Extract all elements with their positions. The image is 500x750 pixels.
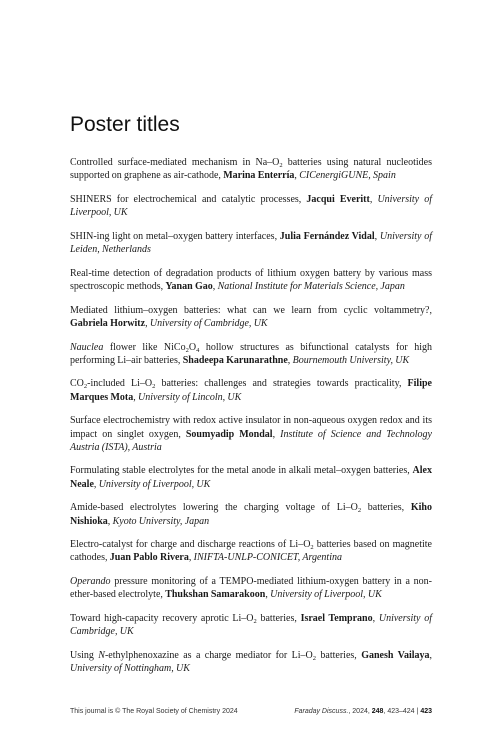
author-name: Gabriela Horwitz — [70, 317, 146, 329]
poster-entry: Mediated lithium–oxygen batteries: what can we learn from cyclic voltammetry?, Gabriela Horwitz, University of Cambridge, UK — [70, 304, 432, 329]
affiliation: University of Nottingham, UK — [70, 663, 190, 675]
journal-citation: Faraday Discuss., 2024, 248, 423–424 | 423 — [294, 708, 432, 715]
affiliation: University of Liverpool, UK — [70, 193, 432, 219]
affiliation: University of Cambridge, UK — [70, 613, 432, 638]
affiliation: Kyoto University, Japan — [112, 515, 210, 527]
poster-entry: Surface electrochemistry with redox active insulator in non-aqueous oxygen redox and its impact on singlet oxygen, Soumyadip Mondal, Institute of Science and Technology Austria (ISTA), Austria — [70, 415, 432, 453]
author-name: Filipe Marques Mota — [70, 378, 432, 403]
poster-entry: Amide-based electrolytes lowering the charging voltage of $Li-O_2$ batteries, Kiho Nishioka, Kyoto University, Japan — [70, 502, 432, 527]
affiliation: University of Leiden, Netherlands — [70, 230, 432, 256]
page-number: 423 — [420, 708, 432, 715]
affiliation: University of Cambridge, UK — [149, 317, 268, 329]
poster-entry: Toward high-capacity recovery aprotic $Li-O_2$ batteries, Israel Temprano, University of Cambridge, UK — [70, 613, 432, 638]
affiliation: University of Liverpool, UK — [98, 478, 211, 490]
poster-entry: $CO_2$-included $Li-O_2$ batteries: challenges and strategies towards practicality, Filipe Marques Mota, University of Lincoln, UK — [70, 378, 432, 403]
poster-entry: Nauclea flower like $NiCo_2O_4$ hollow structures as bifunctional catalysts for high performing Li–air batteries, Shadeepa Karunarathne, Bournemouth University, UK — [70, 341, 432, 366]
poster-entry: SHIN-ing light on metal–oxygen battery interfaces, Julia Fernández Vidal, University of Leiden, Netherlands — [70, 230, 432, 256]
affiliation: National Institute for Materials Science, Japan — [217, 280, 405, 292]
author-name: Marina Enterría — [223, 170, 295, 182]
affiliation: CICenergiGUNE, Spain — [299, 170, 396, 182]
affiliation: University of Lincoln, UK — [138, 391, 242, 403]
affiliation: University of Liverpool, UK — [270, 589, 382, 601]
affiliation: Institute of Science and Technology Austria (ISTA), Austria — [70, 428, 432, 453]
author-name: Alex Neale — [70, 465, 432, 490]
poster-entry: Controlled surface-mediated mechanism in $Na-O_2$ batteries using natural nucleotides supported on graphene as air-cathode, Marina Enterría, CICenergiGUNE, Spain — [70, 157, 432, 182]
page-title: Poster titles — [70, 113, 180, 136]
author-name: Israel Temprano — [300, 613, 373, 625]
poster-list — [70, 156, 432, 686]
author-name: Juan Pablo Rivera — [109, 552, 189, 564]
author-name: Ganesh Vailaya — [361, 649, 430, 661]
author-name: Kiho Nishioka — [70, 502, 432, 527]
author-name: Shadeepa Karunarathne — [182, 354, 288, 366]
author-name: Yanan Gao — [165, 280, 213, 292]
author-name: Thukshan Samarakoon — [165, 589, 266, 601]
poster-entry: Formulating stable electrolytes for the metal anode in alkali metal–oxygen batteries, Alex Neale, University of Liverpool, UK — [70, 465, 432, 490]
author-name: Soumyadip Mondal — [185, 428, 273, 440]
poster-entry: Real-time detection of degradation products of lithium oxygen battery by various mass spectroscopic methods, Yanan Gao, National Institute for Materials Science, Japan — [70, 267, 432, 292]
author-name: Jacqui Everitt — [306, 193, 370, 205]
poster-entry: Using N-ethylphenoxazine as a charge mediator for $Li-O_2$ batteries, Ganesh Vailaya, University of Nottingham, UK — [70, 649, 432, 675]
poster-entry: Electro-catalyst for charge and discharge reactions of $Li-O_2$ batteries based on magnetite cathodes, Juan Pablo Rivera, INIFTA-UNLP-CONICET, Argentina — [70, 539, 432, 564]
poster-entry: SHINERS for electrochemical and catalytic processes, Jacqui Everitt, University of Liverpool, UK — [70, 193, 432, 219]
poster-entry: Operando pressure monitoring of a TEMPO-mediated lithium-oxygen battery in a non-ether-based electrolyte, Thukshan Samarakoon, University of Liverpool, UK — [70, 576, 432, 601]
affiliation: Bournemouth University, UK — [292, 354, 410, 366]
author-name: Julia Fernández Vidal — [279, 230, 375, 242]
copyright-notice: This journal is © The Royal Society of Chemistry 2024 — [70, 708, 238, 715]
affiliation: INIFTA-UNLP-CONICET, Argentina — [193, 552, 342, 564]
